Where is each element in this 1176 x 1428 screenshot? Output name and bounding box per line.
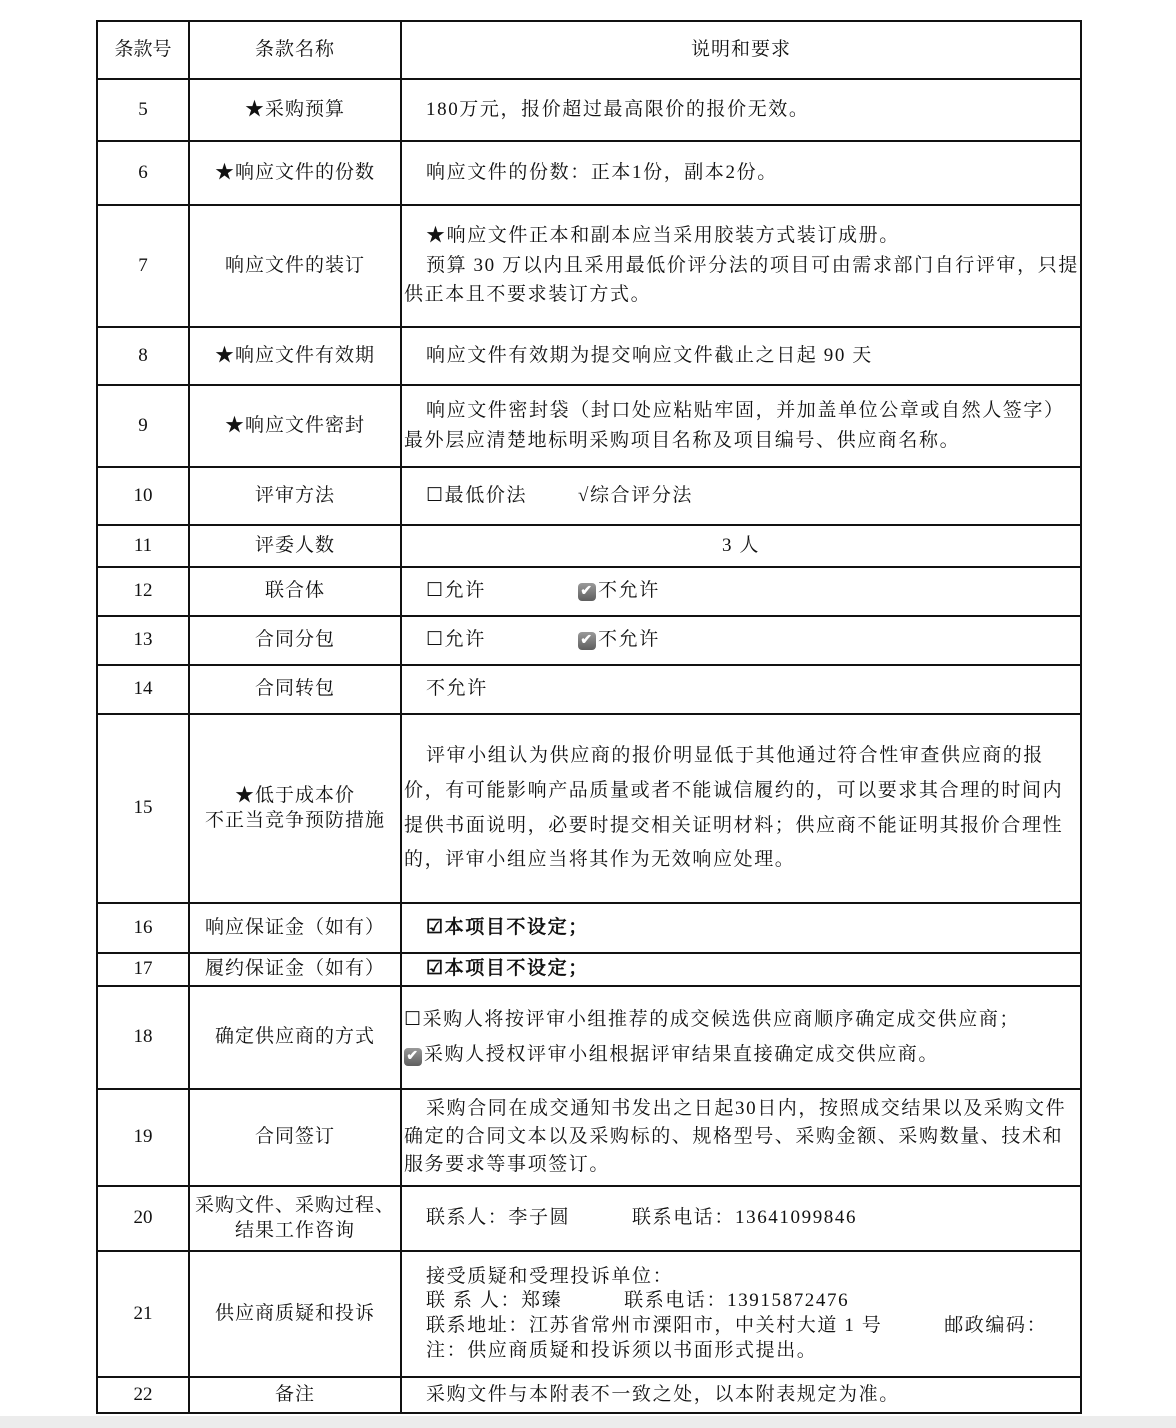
description-line [404,1383,1078,1408]
clause-number: 22 [97,1377,189,1413]
description-paragraph [404,98,1078,123]
clause-description [401,1186,1081,1251]
header-num: 条款号 [97,21,189,79]
clause-number: 8 [97,327,189,385]
table-row [97,525,1081,567]
checkbox-checked-icon: ✔ [404,1048,422,1066]
header-row [97,21,1081,79]
clause-name [189,141,401,205]
option-group [404,484,1078,509]
clause-name [189,953,401,986]
clause-name [189,616,401,665]
description-paragraph [404,224,1078,308]
clause-name [189,714,401,903]
description-line [404,848,1078,873]
description-line [404,677,1078,702]
description-paragraph [404,1265,1078,1364]
description-text: 响应文件有效期为提交响应文件截止之日起 90 天 [426,344,873,366]
description-line [404,1043,1078,1068]
table-row [97,467,1081,525]
clause-name-line: 履约保证金（如有） [204,958,385,980]
description-text: 采购文件与本附表不一致之处，以本附表规定为准。 [426,1383,900,1405]
table-row [97,714,1081,903]
description-text: ☑本项目不设定； [426,958,589,980]
description-line [404,98,1078,123]
header-desc: 说明和要求 [401,21,1081,79]
description-line [404,1008,1078,1033]
clause-description [401,327,1081,385]
clause-name [189,986,401,1089]
description-line [404,779,1078,804]
clause-name-line: 结果工作咨询 [234,1219,355,1241]
clause-number: 7 [97,205,189,327]
clause-description [401,467,1081,525]
description-line [404,1153,1078,1178]
checkbox-empty-icon: ☐ [426,484,445,506]
option-label: 综合评分法 [590,484,694,506]
description-text: 联系地址：江苏省常州市溧阳市，中关村大道 1 号 邮政编码： [426,1315,1048,1336]
table-row [97,1186,1081,1251]
description-paragraph [404,1097,1078,1177]
header-name: 条款名称 [189,21,401,79]
clause-description [401,616,1081,665]
page-bottom-edge [0,1416,1176,1428]
clause-name-line: 供应商质疑和投诉 [214,1302,375,1324]
description-line [404,744,1078,769]
table-row [97,385,1081,467]
clause-description [401,665,1081,714]
clause-number: 6 [97,141,189,205]
clause-number: 17 [97,953,189,986]
clause-description [401,79,1081,141]
clause-number: 11 [97,525,189,567]
description-line [404,1265,1078,1290]
clause-number: 14 [97,665,189,714]
description-line [404,1314,1078,1339]
description-text: 的，评审小组应当将其作为无效响应处理。 [404,849,796,871]
checkmark-icon: √ [578,484,591,506]
clause-name [189,525,401,567]
clause-name [189,903,401,953]
description-text: 提供书面说明，必要时提交相关证明材料；供应商不能证明其报价合理性 [404,814,1064,836]
clause-number: 12 [97,567,189,616]
clause-table [96,20,1082,1414]
clause-name-line: 不正当竞争预防措施 [204,809,385,831]
clause-name [189,385,401,467]
clause-description [401,1089,1081,1186]
clause-number: 18 [97,986,189,1089]
clause-number: 21 [97,1251,189,1377]
clause-name [189,79,401,141]
description-paragraph [404,1383,1078,1408]
description-line [404,344,1078,369]
clause-description [401,205,1081,327]
clause-number: 5 [97,79,189,141]
description-line [404,1339,1078,1364]
clause-description [401,567,1081,616]
clause-name [189,327,401,385]
clause-name-line: ★响应文件有效期 [214,344,375,366]
description-text: 不允许 [426,678,488,700]
option-label: 最低价法 [444,484,528,506]
description-paragraph [404,344,1078,369]
description-line [404,814,1078,839]
description-line [404,429,1078,454]
clause-number: 19 [97,1089,189,1186]
clause-description [401,385,1081,467]
description-paragraph [404,744,1078,873]
description-paragraph [404,957,1078,982]
clause-name [189,665,401,714]
description-text: 确定的合同文本以及采购标的、规格型号、采购金额、采购数量、技术和 [404,1126,1064,1148]
clause-number: 13 [97,616,189,665]
clause-description [401,1377,1081,1413]
description-text: 3 人 [721,534,761,556]
clause-name [189,1377,401,1413]
description-line [404,1125,1078,1150]
option-item [578,579,660,604]
table-row [97,1251,1081,1377]
option-item [578,484,693,509]
clause-name [189,1251,401,1377]
table-row [97,567,1081,616]
clause-name [189,467,401,525]
description-paragraph [404,677,1078,702]
clause-name-line: 合同签订 [254,1126,335,1148]
option-group [404,579,1078,604]
clause-name-line: 评委人数 [254,534,335,556]
description-text: 价，有可能影响产品质量或者不能诚信履约的，可以要求其合理的时间内 [404,779,1064,801]
table-row [97,665,1081,714]
table-row [97,1377,1081,1413]
option-group [404,628,1078,653]
clause-number: 16 [97,903,189,953]
table-row [97,953,1081,986]
table-row [97,616,1081,665]
clause-description [401,903,1081,953]
clause-description [401,714,1081,903]
description-text: 联系人：李子圆 联系电话：13641099846 [426,1207,858,1229]
table-row [97,327,1081,385]
description-line [404,1206,1078,1231]
checkbox-checked-icon: ✔ [578,632,596,650]
option-label: 不允许 [598,629,660,651]
description-text: 供正本且不要求装订方式。 [404,284,652,306]
clause-number: 15 [97,714,189,903]
clause-name-line: 联合体 [264,580,325,602]
description-text: ☐采购人将按评审小组推荐的成交候选供应商顺序确定成交供应商； [404,1008,1021,1030]
description-text: 响应文件密封袋（封口处应粘贴牢固，并加盖单位公章或自然人签字） [426,399,1065,421]
clause-name-line: 评审方法 [254,484,335,506]
table-row [97,141,1081,205]
table-row [97,986,1081,1089]
description-text: 预算 30 万以内且采用最低价评分法的项目可由需求部门自行评审，只提 [426,254,1079,276]
clause-name-line: ★响应文件的份数 [214,161,375,183]
description-text: 注：供应商质疑和投诉须以书面形式提出。 [426,1339,818,1361]
clause-name-line: 合同分包 [254,629,335,651]
description-line [404,957,1078,982]
clause-description [401,1251,1081,1377]
clause-number: 9 [97,385,189,467]
clause-number: 10 [97,467,189,525]
clause-description [401,141,1081,205]
description-text: 采购人授权评审小组根据评审结果直接确定成交供应商。 [424,1043,940,1065]
description-line [404,283,1078,308]
option-label: 允许 [444,629,486,651]
description-text: 联 系 人：郑臻 联系电话：13915872476 [426,1290,850,1312]
description-text: 响应文件的份数：正本1份，副本2份。 [426,161,778,183]
table-row [97,79,1081,141]
description-paragraph [404,916,1078,941]
description-text: 评审小组认为供应商的报价明显低于其他通过符合性审查供应商的报 [426,745,1045,767]
table-row [97,903,1081,953]
description-text: 采购合同在成交通知书发出之日起30日内，按照成交结果以及采购文件 [426,1098,1067,1120]
description-text: ★响应文件正本和副本应当采用胶装方式装订成册。 [426,224,900,246]
description-line [404,161,1078,186]
clause-name-line: ★响应文件密封 [224,414,365,436]
description-paragraph [404,1008,1078,1067]
description-paragraph [404,161,1078,186]
description-paragraph [404,399,1078,453]
option-label: 允许 [444,580,486,602]
description-line [404,1097,1078,1122]
clause-description [401,525,1081,567]
clause-name-line: 备注 [274,1383,315,1405]
clause-description [401,953,1081,986]
clause-name-line: 采购文件、采购过程、 [194,1194,395,1216]
description-line [404,1289,1078,1314]
checkbox-empty-icon: ☐ [426,629,445,651]
checkbox-checked-icon: ✔ [578,583,596,601]
description-line [404,534,1078,559]
description-text: 接受质疑和受理投诉单位： [426,1265,674,1287]
table-row [97,205,1081,327]
clause-name-line: 确定供应商的方式 [214,1026,375,1048]
option-item [426,484,578,509]
clause-name-line: 合同转包 [254,678,335,700]
description-line [404,254,1078,279]
clause-name-line: ★低于成本价 [234,784,355,806]
clause-name [189,1186,401,1251]
description-text: 服务要求等事项签订。 [404,1153,611,1175]
clause-name [189,567,401,616]
table-row [97,1089,1081,1186]
clause-name-line: 响应保证金（如有） [204,916,385,938]
clause-name [189,205,401,327]
clause-name-line: 响应文件的装订 [224,254,365,276]
description-line [404,224,1078,249]
description-paragraph [404,1206,1078,1231]
description-text: ☑本项目不设定； [426,916,589,938]
description-text: 180万元，报价超过最高限价的报价无效。 [426,98,810,120]
clause-description [401,986,1081,1089]
clause-number: 20 [97,1186,189,1251]
description-text: 最外层应清楚地标明采购项目名称及项目编号、供应商名称。 [404,429,961,451]
checkbox-empty-icon: ☐ [426,580,445,602]
clause-name [189,1089,401,1186]
description-line [404,916,1078,941]
clause-name-line: ★采购预算 [244,98,345,120]
option-item [426,579,578,604]
description-line [404,399,1078,424]
option-item [578,628,660,653]
option-item [426,628,578,653]
description-paragraph [404,534,1078,559]
option-label: 不允许 [598,580,660,602]
